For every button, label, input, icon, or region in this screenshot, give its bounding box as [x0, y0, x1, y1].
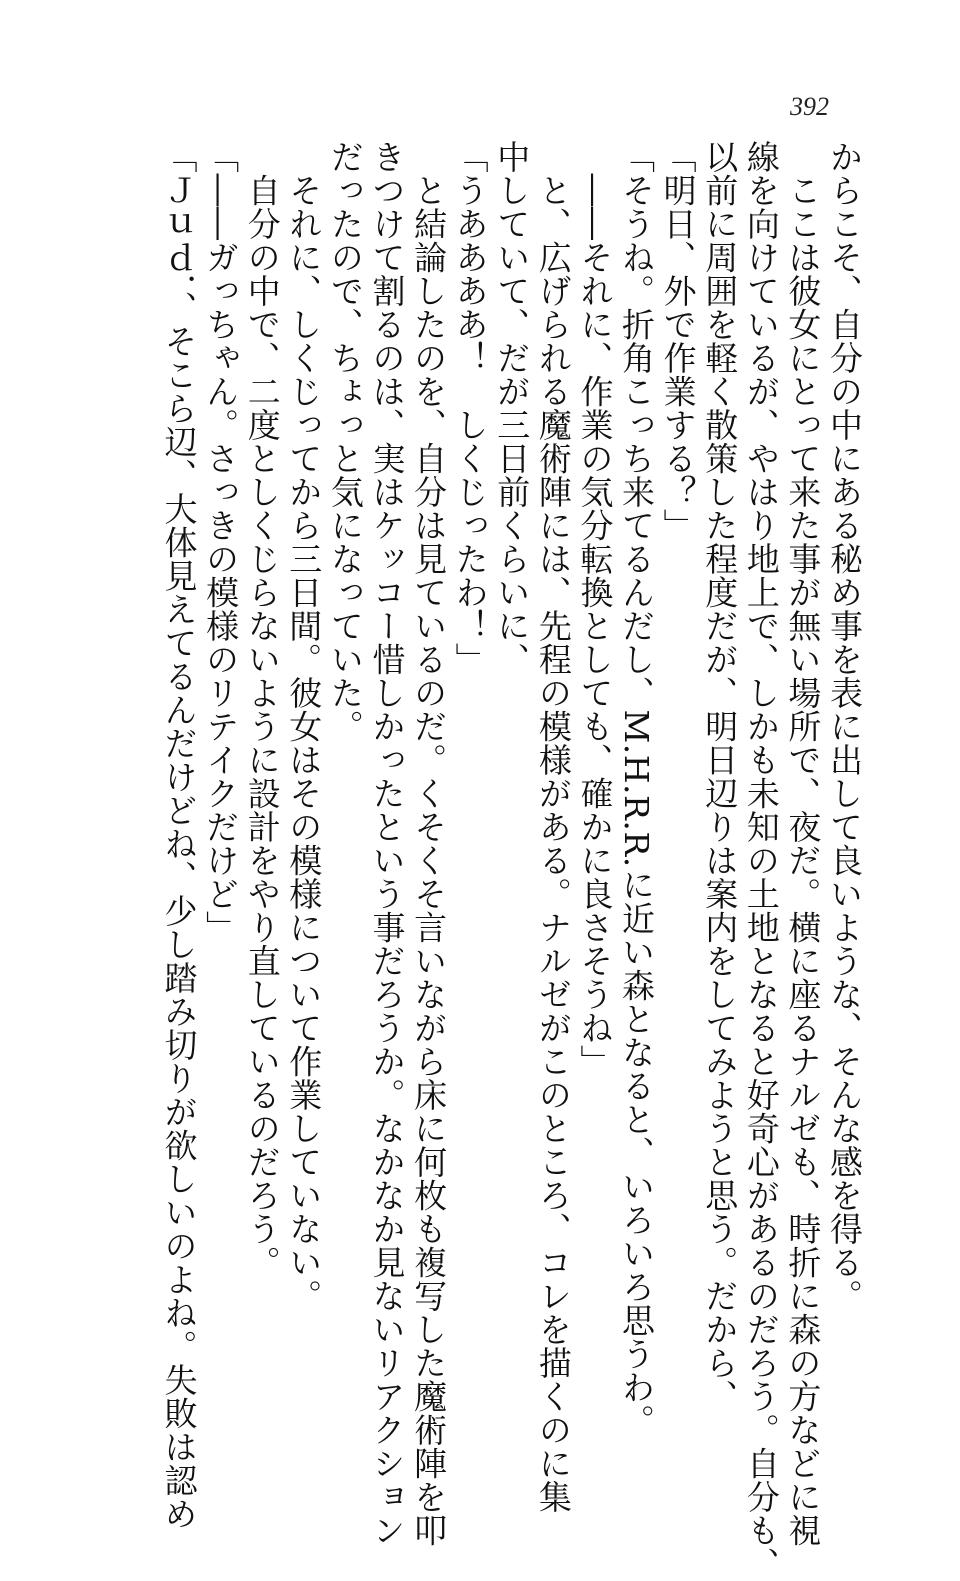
text-line: 「明日、外で作業する？」 — [658, 140, 698, 542]
text-line: だったので、ちょっと気になっていた。 — [325, 140, 365, 743]
text-line: からこそ、自分の中にある秘め事を表に出して良いような、そんな感を得る。 — [825, 140, 864, 1313]
text-line: 自分の中で、二度としくじらないように設計をやり直しているのだろう。 — [242, 140, 282, 1279]
page-number: 392 — [790, 92, 829, 121]
text-line: ここは彼女にとって来た事が無い場所で、夜だ。横に座るナルゼも、時折に森の方などに視 — [783, 140, 823, 1547]
text-line: 「うああああ！ しくじったわ！」 — [450, 140, 490, 676]
text-line: 「――ガっちゃん。さっきの模様のリテイクだけど」 — [201, 140, 241, 944]
text-line: ――それに、作業の気分転換としても、確かに良さそうね」 — [575, 140, 615, 1078]
text-line: 「そうね。折角こっち来てるんだし、M.H.R.R.に近い森となると、いろいろ思うわ。 — [617, 140, 657, 1438]
text-line: それに、しくじってから三日間。彼女はその模様について作業していない。 — [284, 140, 324, 1313]
text-line: 中していて、だが三日前くらいに、 — [492, 140, 532, 676]
vertical-text-block — [75, 140, 865, 1581]
text-line: と結論したのを、自分は見ているのだ。くそくそ言いながら床に何枚も複写した魔術陣を叩 — [409, 140, 449, 1547]
text-line: と、広げられる魔術陣には、先程の模様がある。ナルゼがこのところ、コレを描くのに集 — [533, 140, 573, 1514]
text-line: 線を向けているが、やはり地上で、しかも未知の土地となると好奇心があるのだろう。自分も、 — [741, 140, 781, 1581]
text-line: 以前に周囲を軽く散策した程度だが、明日辺りは案内をしてみようと思う。だから、 — [700, 140, 740, 1413]
text-line: きつけて割るのは、実はケッコー惜しかったという事だろうか。なかなか見ないリアクション — [367, 140, 407, 1547]
text-line: 「Ｊｕｄ．、そこら辺、大体見えてるんだけどね、少し踏み切りが欲しいのよね。失敗は認め — [159, 140, 199, 1531]
